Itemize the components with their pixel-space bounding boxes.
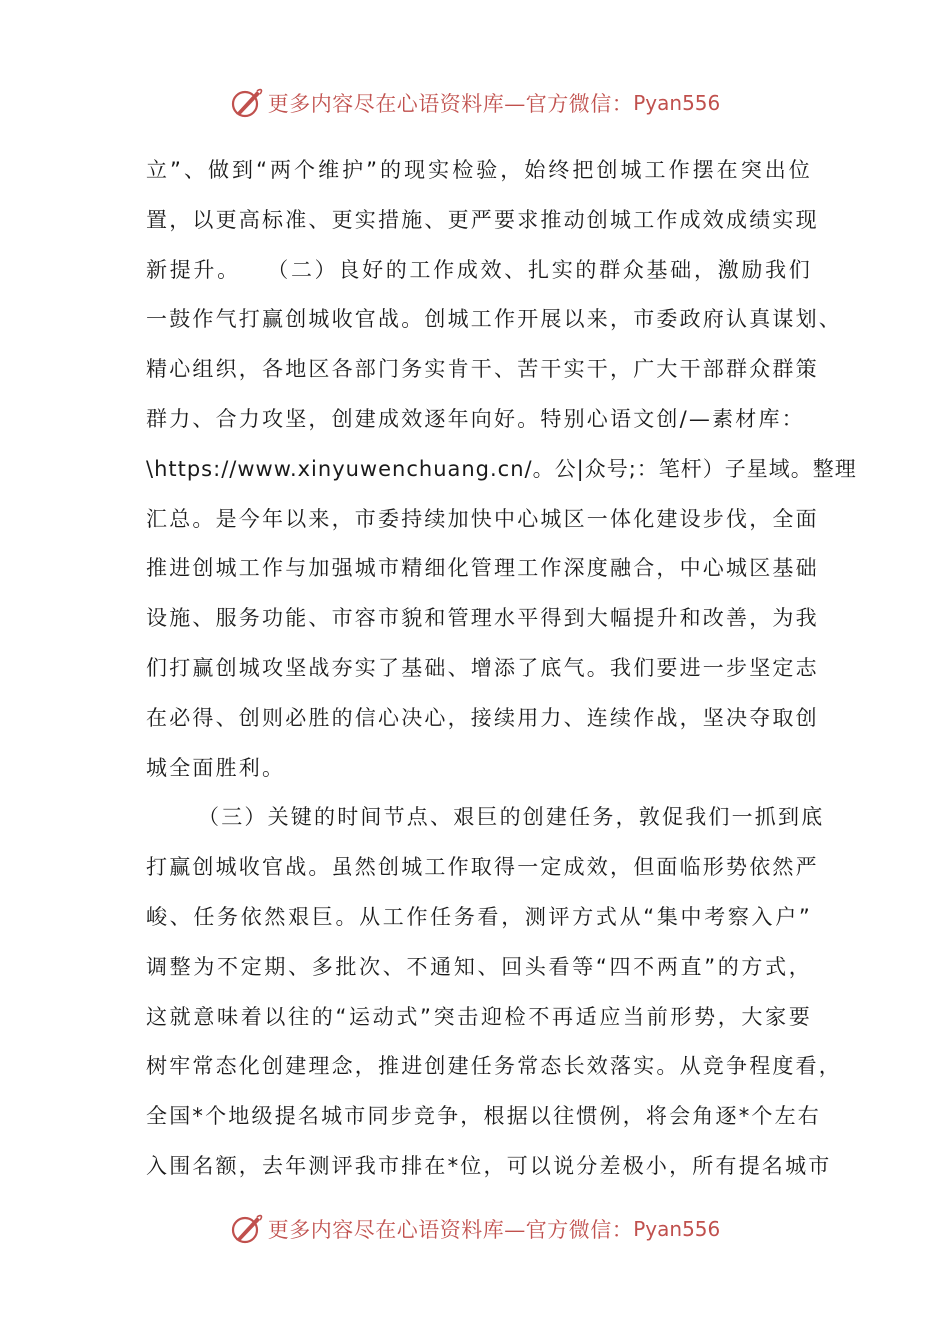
text-line: 树牢常态化创建理念，推进创建任务常态长效落实。从竞争程度看， (146, 1054, 842, 1079)
banner-text: 更多内容尽在心语资料库—官方微信： (267, 1218, 634, 1242)
text-line: 推进创城工作与加强城市精细化管理工作深度融合，中心城区基础 (146, 556, 819, 581)
text-line: 群力、合力攻坚，创建成效逐年向好。特别心语文创/—素材库： (146, 406, 805, 431)
text-line: 调整为不定期、多批次、不通知、回头看等“四不两直”的方式， (146, 954, 812, 979)
text-line: 一鼓作气打赢创城收官战。创城工作开展以来，市委政府认真谋划、 (146, 307, 842, 332)
text-line: （三）关键的时间节点、艰巨的创建任务，敦促我们一抓到底 (198, 805, 825, 830)
text-line: 峻、任务依然艰巨。从工作任务看，测评方式从“集中考察入户” (146, 904, 812, 929)
quill-pen-logo-icon (230, 1212, 264, 1246)
header-banner (0, 80, 950, 126)
text-line: 城全面胜利。 (146, 755, 286, 780)
text-line: 打赢创城收官战。虽然创城工作取得一定成效，但面临形势依然严 (146, 855, 819, 880)
document-body (146, 146, 857, 1192)
text-line: 新提升。 （二）良好的工作成效、扎实的群众基础，激励我们 (146, 257, 812, 282)
text-line: 入围名额，去年测评我市排在*位，可以说分差极小，所有提名城市 (146, 1153, 832, 1178)
text-line: 立”、做到“两个维护”的现实检验，始终把创城工作摆在突出位 (146, 158, 812, 182)
text-line: \https://www.xinyuwenchuang.cn/。公|众号;：笔杆）子星域。整理 (146, 456, 857, 481)
banner-wechat-id: Pyan556 (633, 91, 721, 115)
banner-wechat-id: Pyan556 (633, 1217, 721, 1241)
banner-text: 更多内容尽在心语资料库—官方微信： (267, 92, 634, 116)
text-line: 们打赢创城攻坚战夯实了基础、增添了底气。我们要进一步坚定志 (146, 655, 819, 680)
text-line: 置，以更高标准、更实措施、更严要求推动创城工作成效成绩实现 (146, 207, 819, 232)
text-line: 全国*个地级提名城市同步竞争，根据以往惯例，将会角逐*个左右 (146, 1104, 821, 1129)
quill-pen-logo-icon (230, 86, 264, 120)
text-line: 这就意味着以往的“运动式”突击迎检不再适应当前形势，大家要 (146, 1004, 812, 1029)
text-line: 在必得、创则必胜的信心决心，接续用力、连续作战，坚决夺取创 (146, 705, 819, 730)
text-line: 精心组织，各地区各部门务实肯干、苦干实干，广大干部群众群策 (146, 357, 819, 382)
footer-banner (0, 1206, 950, 1252)
text-line: 设施、服务功能、市容市貌和管理水平得到大幅提升和改善，为我 (146, 606, 819, 631)
text-line: 汇总。是今年以来，市委持续加快中心城区一体化建设步伐，全面 (146, 506, 819, 531)
